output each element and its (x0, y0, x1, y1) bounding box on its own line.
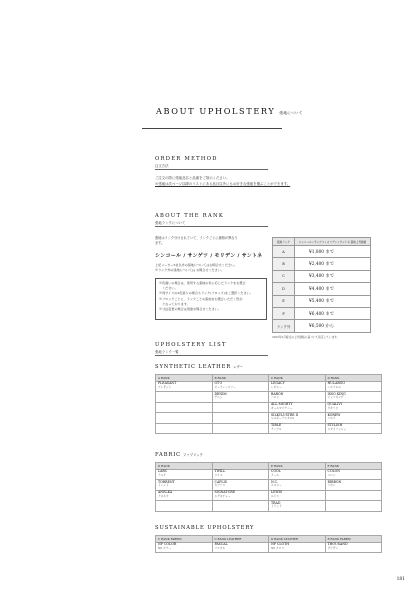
price-value: ¥1,800 まで (295, 246, 371, 258)
upholstery-list-subheading: 張地ランク一覧 (155, 350, 179, 354)
rank-header: D RANK (325, 375, 382, 382)
material-kana: NP クロス (271, 545, 285, 550)
table-row (156, 542, 382, 553)
material-cell (269, 469, 326, 480)
rank-price-table (272, 237, 371, 333)
table-row (156, 413, 382, 424)
rank-note: ください。 (159, 286, 178, 291)
material-kana: レガシー (271, 384, 282, 389)
material-cell (269, 542, 326, 553)
synthetic-leather-table (155, 374, 382, 434)
table-row (156, 402, 382, 413)
material-name: SILKYLUSTRE II (271, 412, 299, 417)
table-row (156, 469, 382, 480)
rank-header: C RANK FABRIC (156, 536, 213, 543)
synthetic-leather-title: SYNTHETIC LEATHER (155, 364, 232, 370)
material-cell (212, 542, 269, 553)
material-kana: リボン (327, 483, 336, 488)
table-row (156, 381, 382, 392)
page-title-japanese: 張地について (279, 111, 303, 115)
price-row (273, 295, 371, 307)
material-cell (325, 469, 382, 480)
material-name: N.C. (271, 479, 278, 484)
price-row (273, 283, 371, 295)
material-name: ISSO KING (327, 391, 346, 396)
material-cell (325, 423, 382, 434)
page-title-text: ABOUT UPHOLSTERY (156, 106, 276, 116)
material-kana: ハルラルゴ (327, 384, 341, 389)
material-name: QUALIVI (327, 402, 342, 407)
material-kana: エヌシー (271, 483, 282, 488)
material-kana: デニム (214, 395, 223, 400)
price-rank: F (273, 307, 295, 319)
rank-header: D RANK (156, 463, 213, 470)
material-kana: トラッド (271, 504, 282, 509)
material-cell (156, 381, 213, 392)
material-name: KOREW (327, 412, 341, 417)
table-header-row (156, 463, 382, 470)
material-name: STYLISH (327, 423, 343, 428)
rank-header: B RANK (212, 375, 269, 382)
material-name: LARC (158, 469, 168, 474)
material-cell (212, 423, 269, 434)
order-method-rule (155, 169, 268, 170)
rank-explanation-2: ※ランク外の張地については お問合せください。 (155, 268, 224, 272)
rank-header: C RANK LEATHER (212, 536, 269, 543)
material-kana: プレザント (158, 384, 172, 389)
rank-note: となっております。 (159, 301, 190, 306)
material-kana: ラルク (158, 472, 166, 477)
material-cell (325, 392, 382, 403)
material-kana: ツイル (214, 472, 223, 477)
material-kana: クール (271, 472, 280, 477)
material-cell (156, 423, 213, 434)
price-value: ¥5,400 まで (295, 295, 371, 307)
material-name: ALL MIGHTY (271, 402, 293, 407)
material-cell (269, 413, 326, 424)
sustainable-heading: SUSTAINABLE UPHOLSTERY (155, 525, 255, 531)
material-name: TORRENT (158, 479, 175, 484)
material-cell (212, 392, 269, 403)
material-cell (212, 490, 269, 501)
material-kana: アネルカ (158, 493, 169, 498)
material-name: GT-3 (214, 381, 222, 386)
rank-header (212, 463, 269, 470)
synthetic-leather-kana: レザー (233, 365, 244, 369)
material-kana: パスカル (214, 545, 226, 550)
table-header-row (156, 375, 382, 382)
table-row (156, 490, 382, 501)
rank-explanation-1: 上記メーカー5社以外の張地についてはお問合せください。 (155, 263, 238, 267)
rank-header: C RANK (269, 375, 326, 382)
rank-header: F RANK (325, 463, 382, 470)
material-cell (325, 480, 382, 491)
synthetic-leather-heading (155, 364, 243, 370)
material-name: HULARGO (327, 381, 345, 386)
material-name: CAPLIS (214, 479, 227, 484)
price-header-price: シンコール / サンゲツ / モリデン / サントネ 張地上代価格 (295, 238, 371, 246)
price-rank: B (273, 258, 295, 270)
material-cell (156, 392, 213, 403)
material-cell (325, 381, 382, 392)
price-value: ¥3,400 まで (295, 270, 371, 282)
material-kana: イッソキング (327, 395, 344, 400)
material-kana: スタイリッシュ (327, 426, 347, 431)
price-rank: ランク外 (273, 320, 295, 332)
price-rank: A (273, 246, 295, 258)
sustainable-table (155, 535, 382, 553)
order-method-heading: ORDER METHOD (155, 156, 218, 162)
material-name: TIBLE (271, 423, 282, 428)
price-row (273, 270, 371, 282)
material-cell (212, 402, 269, 413)
material-name: DENIM (214, 391, 227, 396)
material-cell (269, 381, 326, 392)
material-name: NP CLOTH (271, 542, 290, 547)
table-row (156, 392, 382, 403)
upholstery-list-heading: UPHOLSTERY LIST (155, 342, 227, 348)
material-cell (325, 402, 382, 413)
rank-note: ※色違いの場合は、使用する張地の色に応じたランクをお選び (159, 281, 246, 285)
material-kana: シルキーラスタル2 (271, 416, 295, 421)
material-name: THOUSAND (327, 542, 348, 547)
rank-intro-line-1: 張地はランク分けされていて、ランクごとに価格が異なり (155, 236, 238, 240)
material-name: SIGNATURE (214, 490, 235, 495)
order-method-line-1: ご注文の際に張地品名と品番をご指示ください。 (155, 176, 230, 180)
material-cell (212, 501, 269, 512)
material-cell (269, 501, 326, 512)
rank-note: ※ブロックごとに、ランクごとの張地をお選びいただく形が (159, 296, 243, 301)
rank-note: ※同サイズの2色張りの場合もランク(ブロック)をご選択ください。 (159, 291, 253, 296)
material-kana: ジーティースリー (214, 384, 236, 389)
material-name: COOL (271, 469, 281, 474)
material-cell (269, 490, 326, 501)
material-cell (325, 542, 382, 553)
material-kana: NP カラー (158, 545, 172, 550)
material-cell (156, 469, 213, 480)
material-cell (212, 413, 269, 424)
table-header-row (156, 536, 382, 543)
material-name: NP COLOR (158, 542, 177, 547)
rank-intro-line-2: ます。 (155, 241, 165, 245)
rank-note: ※寸法変更の場合は別途お問合せください。 (159, 307, 221, 312)
price-value: ¥6,500 から (295, 320, 371, 332)
material-name: PASCAL (214, 542, 228, 547)
material-cell (156, 480, 213, 491)
price-row (273, 307, 371, 319)
material-name: PLEASANT (158, 381, 177, 386)
price-row (273, 258, 371, 270)
material-kana: シグネチャー (214, 493, 231, 498)
material-kana: ティブル (271, 426, 282, 431)
material-kana: ルイス (271, 493, 279, 498)
material-name: TWILL (214, 469, 226, 474)
material-cell (156, 402, 213, 413)
table-row (156, 501, 382, 512)
material-name: LEGACY (271, 381, 285, 386)
price-value: ¥4,400 まで (295, 283, 371, 295)
price-table-header (273, 238, 371, 246)
material-kana: コロン (327, 472, 336, 477)
material-cell (156, 490, 213, 501)
material-cell (269, 423, 326, 434)
price-value: ¥2,400 まで (295, 258, 371, 270)
title-rule (142, 128, 282, 129)
about-rank-heading: ABOUT THE RANK (155, 213, 225, 219)
material-cell (325, 413, 382, 424)
material-name: ANELKA (158, 490, 173, 495)
rank-header: A RANK (156, 375, 213, 382)
material-cell (325, 490, 382, 501)
rank-header: E RANK FABRIC (325, 536, 382, 543)
material-cell (269, 392, 326, 403)
material-kana: カプリス (214, 483, 226, 488)
fabric-heading (155, 452, 203, 458)
material-name: COLON (327, 469, 341, 474)
upholstery-list-rule (155, 355, 268, 356)
material-kana: バロン (271, 395, 280, 400)
rank-header: E RANK (269, 463, 326, 470)
page-title (156, 106, 303, 116)
fabric-table (155, 462, 382, 512)
price-rank: D (273, 283, 295, 295)
material-cell (325, 501, 382, 512)
fabric-kana: ファブリック (183, 453, 204, 457)
material-cell (212, 469, 269, 480)
price-row (273, 320, 371, 332)
material-cell (156, 501, 213, 512)
material-name: BARON (271, 391, 284, 396)
price-rank: C (273, 270, 295, 282)
rank-notes-box (155, 278, 267, 320)
page-number: 181 (396, 577, 405, 582)
price-table-footnote: 2023年2月時点の上代価格に基づいて設定しています。 (272, 335, 340, 339)
material-cell (156, 413, 213, 424)
rank-header: D RANK LEATHER (269, 536, 326, 543)
price-value: ¥6,400 まで (295, 307, 371, 319)
rank-makers: シンコール / サンゲツ / モリデン / サントネ (155, 253, 263, 259)
material-kana: コルウ (327, 416, 336, 421)
material-kana: オールマイティー (271, 405, 293, 410)
order-method-line-2: ※張地は次ページ以降のリストにある品目以外にもお好きな張地を選ぶことができます。 (155, 182, 291, 186)
material-cell (212, 480, 269, 491)
material-kana: クオリビ (327, 405, 339, 410)
table-row (156, 480, 382, 491)
material-kana: トレント (158, 483, 169, 488)
about-rank-rule (155, 226, 268, 227)
fabric-title: FABRIC (155, 452, 182, 458)
material-cell (269, 480, 326, 491)
material-cell (156, 542, 213, 553)
table-row (156, 423, 382, 434)
price-row (273, 246, 371, 258)
about-rank-subheading: 張地ランクについて (155, 221, 186, 225)
price-rank: E (273, 295, 295, 307)
material-name: LEWIS (271, 490, 283, 495)
order-method-subheading: 注文方法 (155, 164, 169, 168)
price-header-rank: 張地ランク (273, 238, 295, 246)
material-name: RIBBON (327, 479, 342, 484)
material-kana: サウザン (327, 545, 339, 550)
material-name: TRAD (271, 500, 281, 505)
material-cell (269, 402, 326, 413)
material-cell (212, 381, 269, 392)
